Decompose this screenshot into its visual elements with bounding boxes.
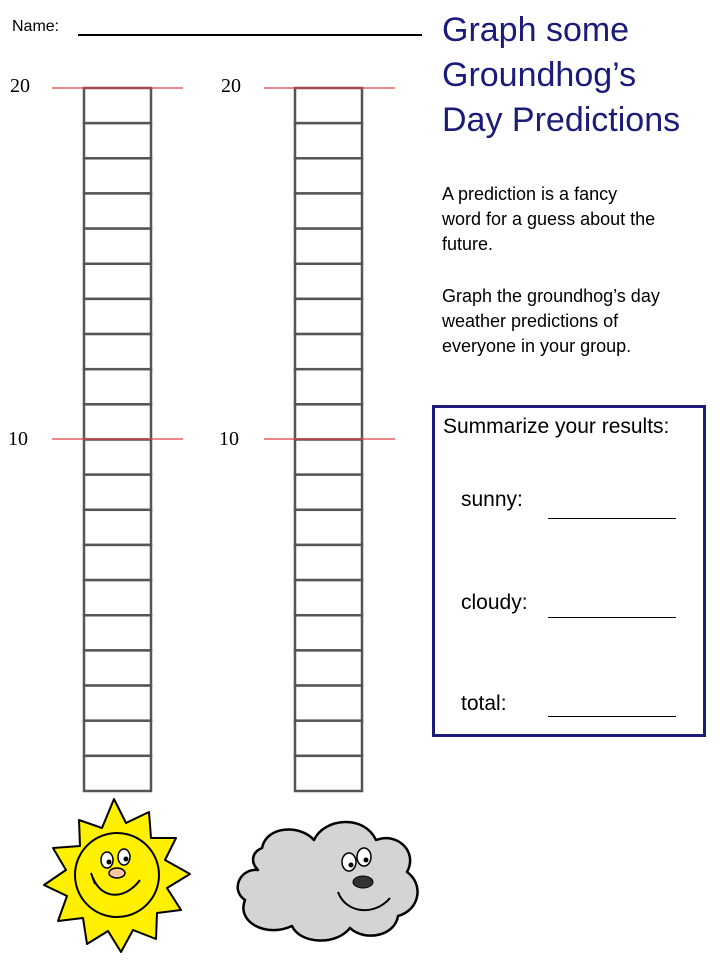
summary-sunny-line[interactable] [548, 518, 676, 519]
summary-sunny-label: sunny: [461, 488, 523, 511]
cloudy-cell[interactable] [295, 650, 362, 685]
sunny-cell[interactable] [84, 299, 151, 334]
intro-p2-line-2: weather predictions of [442, 311, 619, 331]
cloudy-cell[interactable] [295, 721, 362, 756]
summary-title: Summarize your results: [443, 415, 670, 438]
sun-icon [44, 799, 190, 952]
intro-p2-line-1: Graph the groundhog’s day [442, 286, 660, 306]
sunny-cell[interactable] [84, 229, 151, 264]
cloudy-cell[interactable] [295, 158, 362, 193]
cloudy-cell[interactable] [295, 475, 362, 510]
summary-box [432, 405, 706, 737]
scale-label-20-sunny: 20 [10, 75, 30, 97]
intro-p1-line-2: word for a guess about the [442, 209, 656, 229]
sunny-cell[interactable] [84, 264, 151, 299]
cloudy-cell[interactable] [295, 686, 362, 721]
sunny-cell[interactable] [84, 510, 151, 545]
cloudy-cell[interactable] [295, 264, 362, 299]
sunny-cell[interactable] [84, 193, 151, 228]
title-line-1: Graph some [442, 11, 630, 49]
cloudy-cell[interactable] [295, 299, 362, 334]
sunny-cell[interactable] [84, 475, 151, 510]
cloudy-cell[interactable] [295, 193, 362, 228]
cloudy-cell[interactable] [295, 615, 362, 650]
sunny-cell[interactable] [84, 545, 151, 580]
sunny-cell[interactable] [84, 88, 151, 123]
cloudy-cell[interactable] [295, 580, 362, 615]
sunny-cell[interactable] [84, 440, 151, 475]
sunny-cell[interactable] [84, 123, 151, 158]
cloudy-cell[interactable] [295, 334, 362, 369]
title-line-2: Groundhog’s [442, 56, 637, 94]
cloudy-cell[interactable] [295, 369, 362, 404]
cloudy-cell[interactable] [295, 545, 362, 580]
summary-cloudy-label: cloudy: [461, 591, 528, 614]
sunny-cell[interactable] [84, 756, 151, 791]
cloudy-cell[interactable] [295, 123, 362, 158]
name-label: Name: [12, 18, 60, 35]
summary-total-line[interactable] [548, 716, 676, 717]
sunny-cell[interactable] [84, 334, 151, 369]
scale-label-10-sunny: 10 [8, 428, 28, 450]
cloud-icon [238, 822, 418, 941]
sunny-cell[interactable] [84, 580, 151, 615]
cloudy-cell[interactable] [295, 229, 362, 264]
summary-total-label: total: [461, 692, 507, 715]
sunny-cell[interactable] [84, 404, 151, 439]
cloudy-cell[interactable] [295, 756, 362, 791]
cloudy-cell[interactable] [295, 404, 362, 439]
cloudy-cell[interactable] [295, 510, 362, 545]
intro-p2-line-3: everyone in your group. [442, 336, 632, 356]
sunny-cell[interactable] [84, 650, 151, 685]
sunny-cell[interactable] [84, 721, 151, 756]
scale-label-10-cloudy: 10 [219, 428, 239, 450]
title-line-3: Day Predictions [442, 101, 681, 139]
sunny-cell[interactable] [84, 158, 151, 193]
intro-p1-line-1: A prediction is a fancy [442, 184, 618, 204]
intro-p1-line-3: future. [442, 234, 494, 254]
summary-cloudy-line[interactable] [548, 617, 676, 618]
scale-label-20-cloudy: 20 [221, 75, 241, 97]
cloudy-cell[interactable] [295, 88, 362, 123]
sunny-cell[interactable] [84, 686, 151, 721]
sunny-cell[interactable] [84, 369, 151, 404]
cloudy-cell[interactable] [295, 440, 362, 475]
sunny-cell[interactable] [84, 615, 151, 650]
